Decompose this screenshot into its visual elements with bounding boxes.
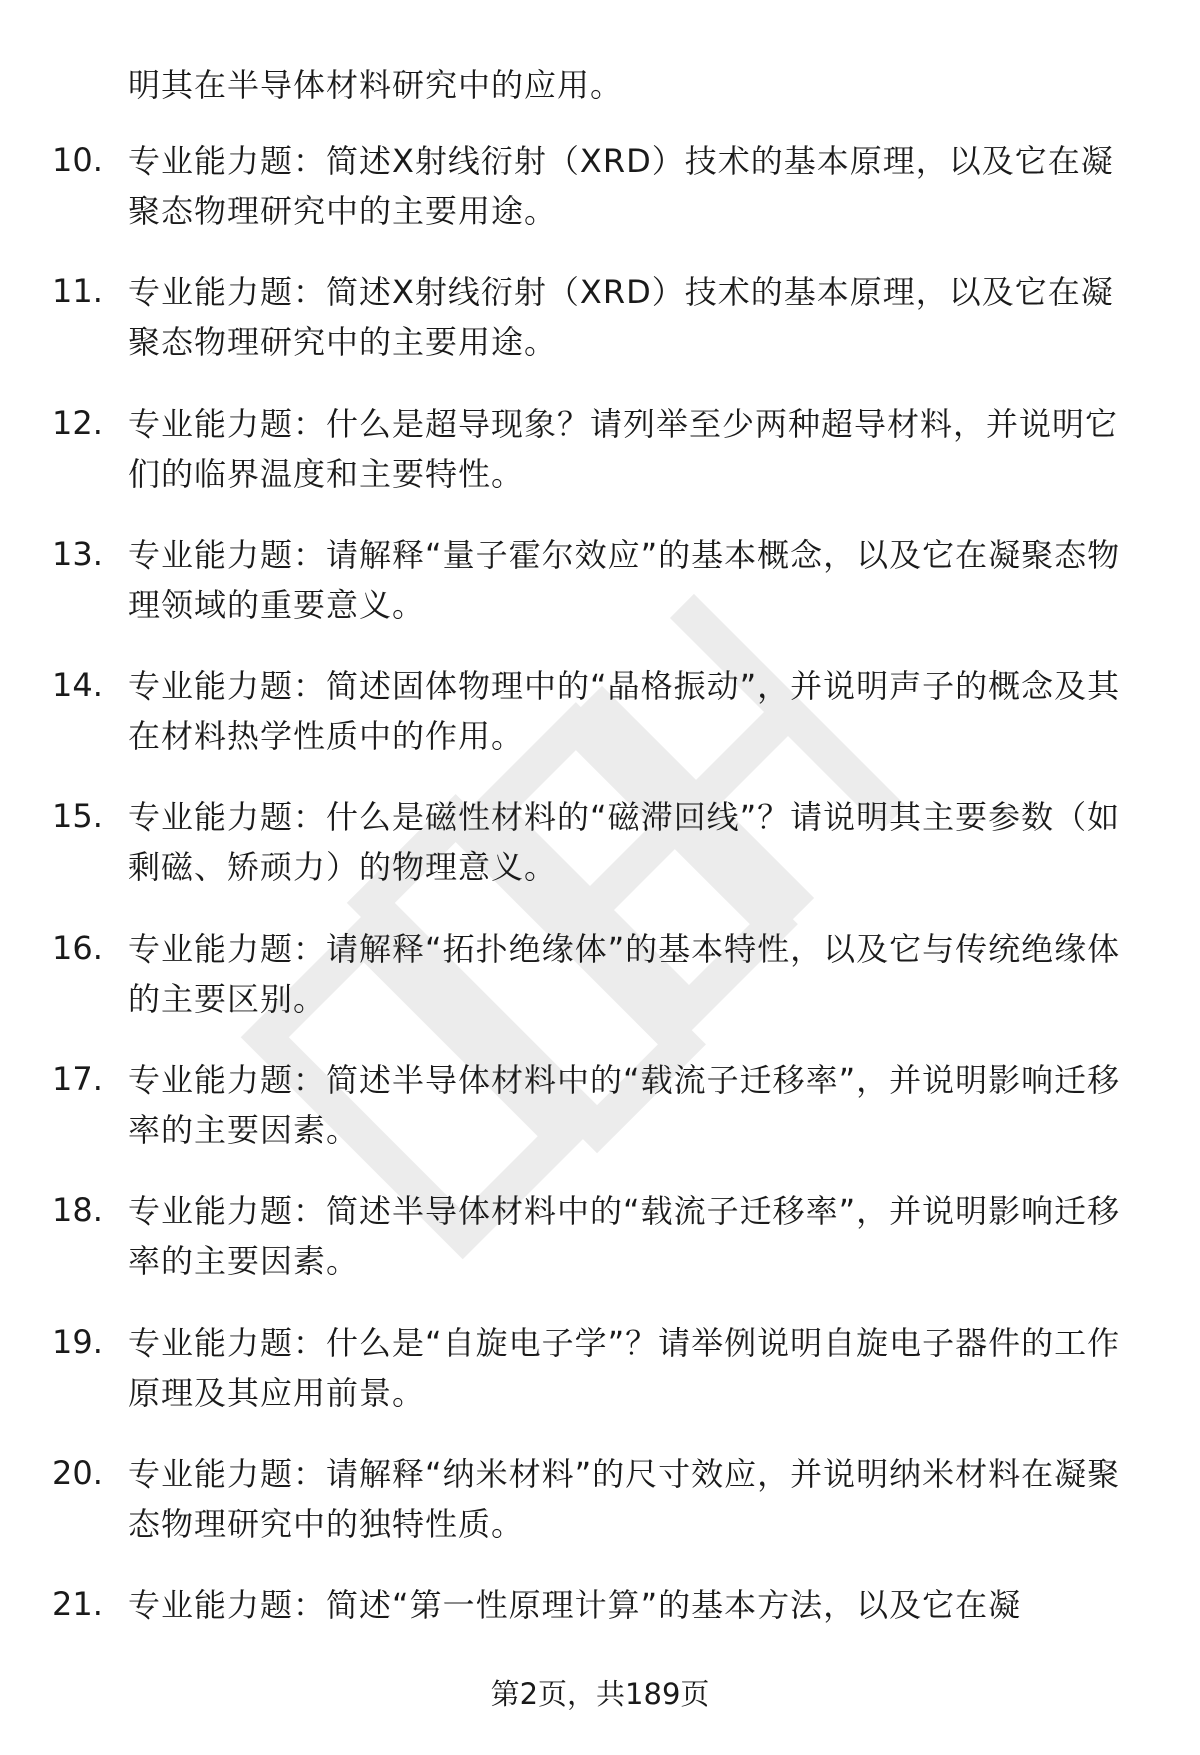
question-text: 专业能力题：什么是超导现象？请列举至少两种超导材料，并说明它们的临界温度和主要特性。 — [128, 404, 1119, 493]
question-item — [0, 399, 1200, 530]
question-number: 17. — [52, 1060, 103, 1099]
question-text: 专业能力题：什么是磁性材料的“磁滞回线”？请说明其主要参数（如剩磁、矫顽力）的物理意义。 — [128, 798, 1121, 887]
question-text: 专业能力题：简述半导体材料中的“载流子迁移率”，并说明影响迁移率的主要因素。 — [128, 1192, 1121, 1281]
question-text: 专业能力题：请解释“拓扑绝缘体”的基本特性，以及它与传统绝缘体的主要区别。 — [128, 929, 1121, 1018]
question-item — [0, 1318, 1200, 1449]
question-text: 专业能力题：请解释“量子霍尔效应”的基本概念，以及它在凝聚态物理领域的重要意义。 — [128, 535, 1121, 624]
question-text: 专业能力题：简述固体物理中的“晶格振动”，并说明声子的概念及其在材料热学性质中的作用。 — [128, 667, 1121, 756]
question-number: 21. — [52, 1585, 103, 1624]
question-number: 19. — [52, 1322, 103, 1361]
question-text: 专业能力题：简述半导体材料中的“载流子迁移率”，并说明影响迁移率的主要因素。 — [128, 1061, 1121, 1150]
continuation-text: 明其在半导体材料研究中的应用。 — [128, 66, 624, 104]
question-number: 13. — [52, 534, 103, 573]
question-item — [0, 1186, 1200, 1317]
question-text: 专业能力题：请解释“纳米材料”的尺寸效应，并说明纳米材料在凝聚态物理研究中的独特性质。 — [128, 1454, 1121, 1543]
question-item — [0, 530, 1200, 661]
question-number: 11. — [52, 272, 103, 311]
question-number: 15. — [52, 797, 103, 836]
question-number: 20. — [52, 1453, 103, 1492]
question-text: 专业能力题：什么是“自旋电子学”？请举例说明自旋电子器件的工作原理及其应用前景。 — [128, 1323, 1121, 1412]
question-item — [0, 792, 1200, 923]
question-item — [0, 1449, 1200, 1580]
question-item — [0, 267, 1200, 398]
question-number: 10. — [52, 141, 103, 179]
question-item — [0, 661, 1200, 792]
page-footer: 第2页，共189页 — [490, 1677, 710, 1711]
question-text: 专业能力题：简述“第一性原理计算”的基本方法，以及它在凝 — [128, 1586, 1022, 1625]
question-list — [0, 136, 1200, 1712]
question-item — [0, 924, 1200, 1055]
question-number: 16. — [52, 928, 103, 967]
question-item — [0, 1055, 1200, 1186]
question-text: 专业能力题：简述X射线衍射（XRD）技术的基本原理，以及它在凝聚态物理研究中的主要用途。 — [128, 142, 1114, 230]
question-number: 14. — [52, 666, 103, 705]
question-text: 专业能力题：简述X射线衍射（XRD）技术的基本原理，以及它在凝聚态物理研究中的主要用途。 — [128, 273, 1114, 362]
question-item — [0, 136, 1200, 267]
question-number: 12. — [52, 403, 103, 442]
question-number: 18. — [52, 1191, 103, 1230]
